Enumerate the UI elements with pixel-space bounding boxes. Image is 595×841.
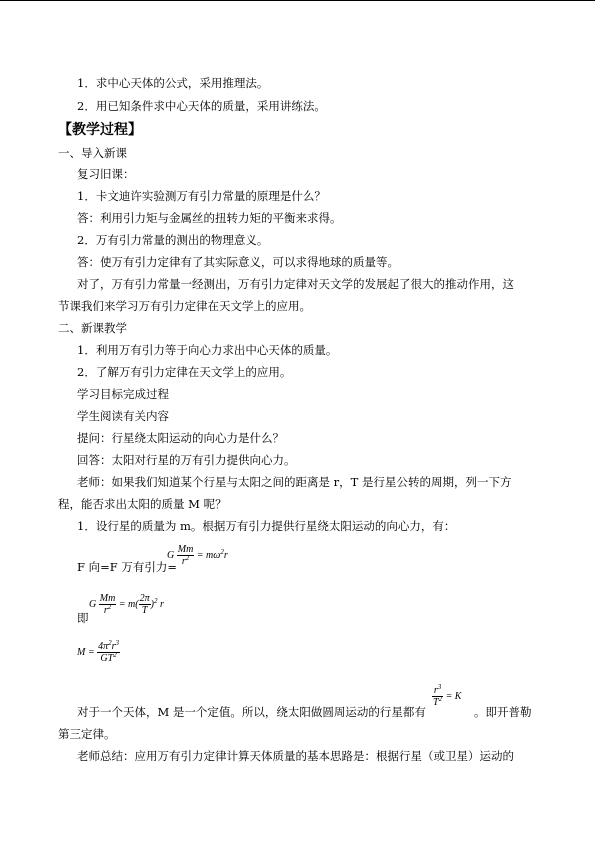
method-2: 2．用已知条件求中心天体的质量，采用讲练法。 xyxy=(77,99,326,113)
answer-1: 答：利用引力矩与金属丝的扭转力矩的平衡来求得。 xyxy=(77,211,342,225)
summary-line: 老师总结：应用万有引力定律计算天体质量的基本思路是：根据行星（或卫星）运动的 xyxy=(77,749,514,763)
target-2: 2．了解万有引力定律在天文学上的应用。 xyxy=(77,365,292,379)
process-label: 学习目标完成过程 xyxy=(77,387,169,401)
section-heading: 【教学过程】 xyxy=(58,122,142,138)
paragraph-1-line-1: 对了，万有引力常量一经测出，万有引力定律对天文学的发展起了很大的推动作用，这 xyxy=(77,277,514,291)
paragraph-2-line-2: 第三定律。 xyxy=(58,727,116,741)
equation-1-label: F 向=F 万有引力= xyxy=(77,560,178,574)
equation-2-label: 即 xyxy=(77,611,89,625)
section-2-title: 二、新课教学 xyxy=(58,321,127,335)
equation-2: G $\frac{Mm}{r^2}$ = m( $\frac{2\pi}{T}$ )$^2$ r xyxy=(89,593,164,616)
teacher-question: 提问：行星绕太阳运动的向心力是什么？ xyxy=(77,431,284,445)
page-top-border xyxy=(0,0,595,1)
kepler-equation: $\frac{r^3}{T^2}$ = K xyxy=(433,683,462,708)
review-label: 复习旧课： xyxy=(77,167,135,181)
question-1: 1．卡文迪许实验测万有引力常量的原理是什么？ xyxy=(77,189,326,203)
method-1: 1．求中心天体的公式，采用推理法。 xyxy=(77,76,269,90)
section-1-title: 一、导入新课 xyxy=(58,146,127,160)
paragraph-2-line-1: 对于一个天体，M 是一个定值。所以，绕太阳做圆周运动的行星都有 xyxy=(77,705,426,719)
target-1: 1．利用万有引力等于向心力求出中心天体的质量。 xyxy=(77,343,338,357)
teacher-paragraph-line-2: 程，能否求出太阳的质量 M 呢？ xyxy=(58,497,227,511)
equation-3: M = $\frac{4\pi^2r^3}{GT^2}$ xyxy=(77,639,119,664)
paragraph-2-line-1-end: 。即开普勒 xyxy=(474,705,532,719)
student-answer: 回答：太阳对行星的万有引力提供向心力。 xyxy=(77,453,296,467)
reading-label: 学生阅读有关内容 xyxy=(77,409,169,423)
equation-1: G $\frac{Mm}{r^2}$ = $m\omega^2r$ xyxy=(167,544,228,567)
answer-2: 答：使万有引力定律有了其实际意义，可以求得地球的质量等。 xyxy=(77,255,399,269)
question-2: 2．万有引力常量的测出的物理意义。 xyxy=(77,233,269,247)
step-1: 1．设行星的质量为 m。根据万有引力提供行星绕太阳运动的向心力，有： xyxy=(77,519,456,533)
teacher-paragraph-line-1: 老师：如果我们知道某个行星与太阳之间的距离是 r，T 是行星公转的周期，列一下方 xyxy=(77,475,512,489)
paragraph-1-line-2: 节课我们来学习万有引力定律在天文学上的应用。 xyxy=(58,299,311,313)
